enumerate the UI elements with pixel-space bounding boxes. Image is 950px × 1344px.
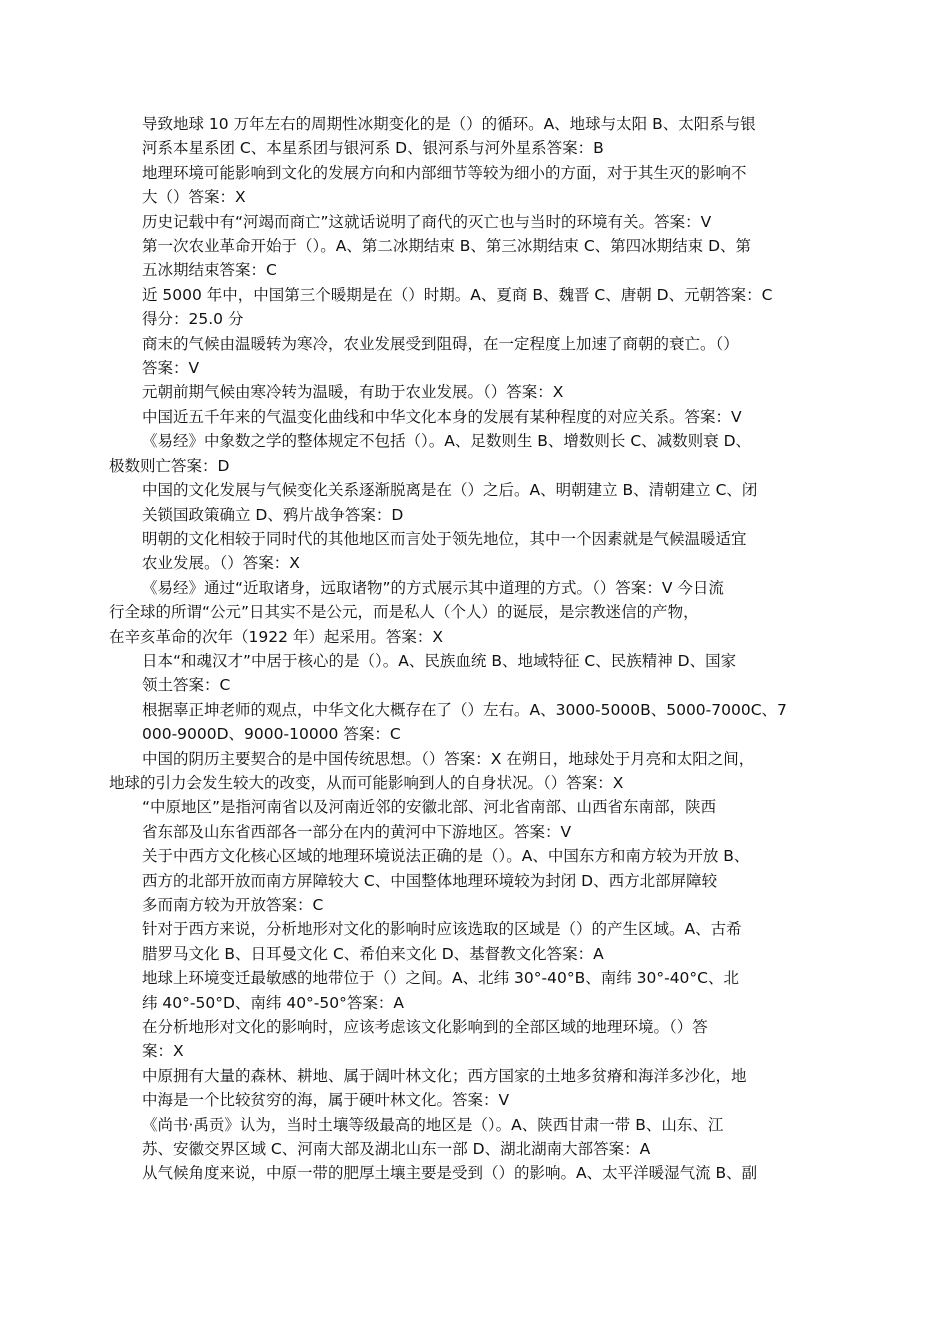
question-paragraph: [142, 527, 814, 576]
text-line: 极数则亡答案：D: [109, 456, 230, 475]
text-line: 省东部及山东省西部各一部分在内的黄河中下游地区。答案：V: [142, 822, 572, 841]
text-line: 地球上环境变迁最敏感的地带位于（）之间。A、北纬 30°-40°B、南纬 30°-40°C、北: [142, 969, 739, 988]
question-paragraph: [109, 576, 814, 649]
text-line: “中原地区”是指河南省以及河南近邻的安徽北部、河北省南部、山西省东南部，陕西: [142, 798, 717, 817]
text-line: 中国近五千年来的气温变化曲线和中华文化本身的发展有某种程度的对应关系。答案：V: [142, 407, 742, 426]
text-line: 中国的文化发展与气候变化关系逐渐脱离是在（）之后。A、明朝建立 B、清朝建立 C、闭: [142, 481, 758, 500]
text-line: 河系本星系团 C、本星系团与银河系 D、银河系与河外星系答案：B: [142, 139, 604, 158]
text-line: 《尚书·禹贡》认为，当时土壤等级最高的地区是（）。A、陕西甘肃一带 B、山东、江: [142, 1115, 724, 1134]
document-body: [109, 112, 814, 1186]
text-line: 领土答案：C: [142, 676, 231, 695]
text-line: 纬 40°-50°D、南纬 40°-50°答案：A: [142, 993, 404, 1012]
text-line: 中原拥有大量的森林、耕地、属于阔叶林文化；西方国家的土地多贫瘠和海洋多沙化，地: [142, 1066, 747, 1085]
question-paragraph: [142, 1161, 814, 1185]
text-line: 案：X: [142, 1042, 184, 1061]
text-line: 关锁国政策确立 D、鸦片战争答案：D: [142, 505, 404, 524]
text-line: 中海是一个比较贫穷的海，属于硬叶林文化。答案：V: [142, 1091, 510, 1110]
text-line: 日本“和魂汉才”中居于核心的是（）。A、民族血统 B、地域特征 C、民族精神 D、国家: [142, 651, 737, 670]
text-line: 行全球的所谓“公元”日其实不是公元，而是私人（个人）的诞辰，是宗教迷信的产物，: [109, 603, 699, 622]
question-paragraph: [142, 405, 814, 429]
question-paragraph: [142, 1113, 814, 1162]
text-line: 针对于西方来说，分析地形对文化的影响时应该选取的区域是（）的产生区域。A、古希: [142, 920, 742, 939]
text-line: 在辛亥革命的次年（1922 年）起采用。答案：X: [109, 627, 443, 646]
question-paragraph: [142, 844, 814, 917]
question-paragraph: [142, 966, 814, 1015]
text-line: 中国的阴历主要契合的是中国传统思想。（）答案：X 在朔日，地球处于月亮和太阳之间，: [142, 749, 755, 768]
text-line: 根据辜正坤老师的观点，中华文化大概存在了（）左右。A、3000-5000B、5000-7000C、7: [142, 700, 787, 719]
text-line: 腊罗马文化 B、日耳曼文化 C、希伯来文化 D、基督教文化答案：A: [142, 944, 604, 963]
text-line: 苏、安徽交界区域 C、河南大部及湖北山东一部 D、湖北湖南大部答案：A: [142, 1140, 651, 1159]
question-paragraph: [142, 283, 814, 332]
question-paragraph: [142, 234, 814, 283]
text-line: 《易经》中象数之学的整体规定不包括（）。A、足数则生 B、增数则长 C、减数则衰 D、: [142, 432, 752, 451]
text-line: 元朝前期气候由寒冷转为温暖，有助于农业发展。（）答案：X: [142, 383, 564, 402]
question-paragraph: [142, 1015, 814, 1064]
question-paragraph: [142, 161, 814, 210]
question-paragraph: [142, 112, 814, 161]
question-paragraph: [142, 649, 814, 698]
text-line: 西方的北部开放而南方屏障较大 C、中国整体地理环境较为封闭 D、西方北部屏障较: [142, 871, 718, 890]
text-line: 历史记载中有“河竭而商亡”这就话说明了商代的灭亡也与当时的环境有关。答案：V: [142, 212, 712, 231]
question-paragraph: [142, 917, 814, 966]
question-paragraph: [109, 429, 814, 478]
text-line: 商末的气候由温暖转为寒冷，农业发展受到阻碍，在一定程度上加速了商朝的衰亡。（）: [142, 334, 739, 353]
question-paragraph: [142, 795, 814, 844]
text-line: 明朝的文化相较于同时代的其他地区而言处于领先地位，其中一个因素就是气候温暖适宜: [142, 529, 747, 548]
text-line: 导致地球 10 万年左右的周期性冰期变化的是（）的循环。A、地球与太阳 B、太阳系与银: [142, 115, 756, 133]
text-line: 地理环境可能影响到文化的发展方向和内部细节等较为细小的方面，对于其生灭的影响不: [142, 163, 747, 182]
question-paragraph: [142, 332, 814, 381]
text-line: 得分：25.0 分: [142, 310, 244, 329]
text-line: 地球的引力会发生较大的改变，从而可能影响到人的自身状况。（）答案：X: [109, 773, 624, 792]
question-paragraph: [142, 478, 814, 527]
question-paragraph: [142, 1064, 814, 1113]
text-line: 关于中西方文化核心区域的地理环境说法正确的是（）。A、中国东方和南方较为开放 B、: [142, 847, 750, 866]
text-line: 大（）答案：X: [142, 188, 246, 207]
text-line: 《易经》通过“近取诸身，远取诸物”的方式展示其中道理的方式。（）答案：V 今日流: [142, 578, 724, 597]
text-line: 从气候角度来说，中原一带的肥厚土壤主要是受到（）的影响。A、太平洋暖湿气流 B、副: [142, 1164, 758, 1183]
text-line: 五冰期结束答案：C: [142, 261, 277, 280]
text-line: 在分析地形对文化的影响时，应该考虑该文化影响到的全部区域的地理环境。（）答: [142, 1018, 708, 1037]
text-line: 农业发展。（）答案：X: [142, 554, 300, 573]
question-paragraph: [142, 698, 814, 747]
question-paragraph: [142, 210, 814, 234]
text-line: 近 5000 年中，中国第三个暖期是在（）时期。A、夏商 B、魏晋 C、唐朝 D、元朝答案：C: [142, 285, 773, 304]
text-line: 第一次农业革命开始于（）。A、第二冰期结束 B、第三冰期结束 C、第四冰期结束 D、第: [142, 237, 752, 256]
text-line: 多而南方较为开放答案：C: [142, 896, 324, 914]
text-line: 000-9000D、9000-10000 答案：C: [142, 725, 401, 744]
question-paragraph: [109, 747, 814, 796]
question-paragraph: [142, 380, 814, 404]
text-line: 答案：V: [142, 359, 200, 378]
